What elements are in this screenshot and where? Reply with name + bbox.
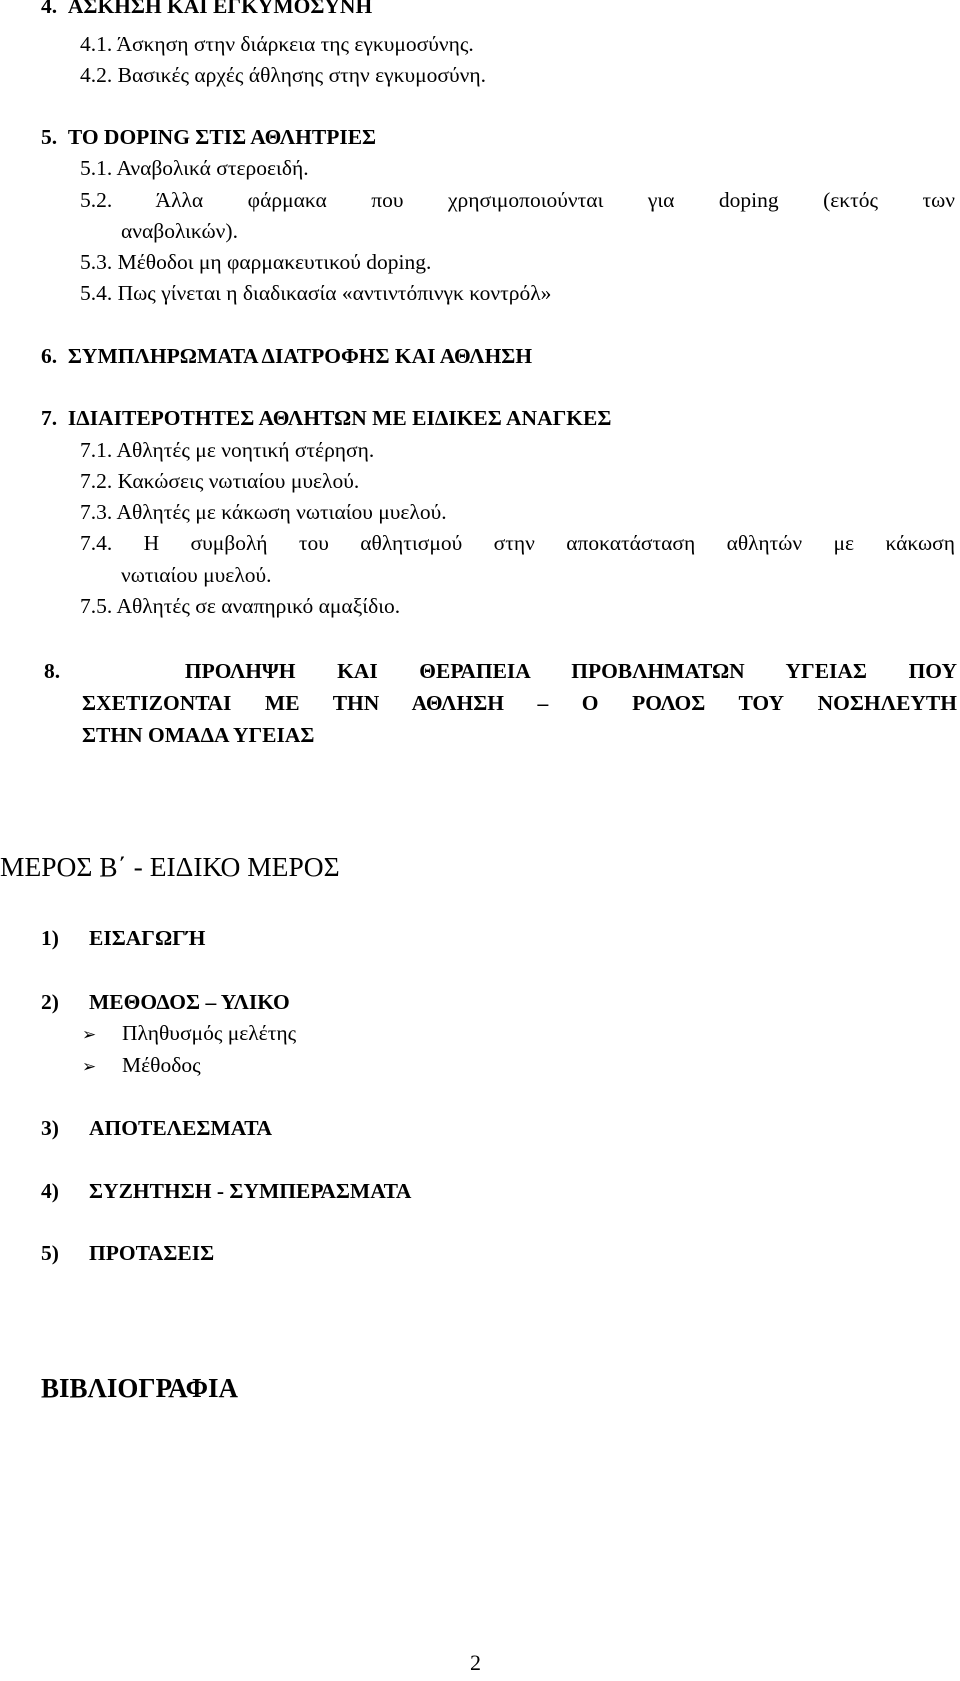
part-b-item-5-label: ΠΡΟΤΑΣΕΙΣ	[89, 1241, 215, 1265]
section-5-4: 5.4. Πως γίνεται η διαδικασία «αντιντόπινγκ κοντρόλ»	[80, 281, 552, 305]
part-b-item-5-number: 5)	[41, 1241, 59, 1265]
section-7-4-line2: νωτιαίου μυελού.	[121, 563, 272, 587]
section-5-2-line1: 5.2. Άλλα φάρμακα που χρησιμοποιούνται για doping (εκτός των	[80, 188, 955, 212]
part-b-item-3-label: ΑΠΟΤΕΛΕΣΜΑΤΑ	[89, 1116, 272, 1140]
page-number: 2	[470, 1650, 481, 1675]
section-8-line1-text: ΠΡΟΛΗΨΗ ΚΑΙ ΘΕΡΑΠΕΙΑ ΠΡΟΒΛΗΜΑΤΩΝ ΥΓΕΙΑΣ ΠΟΥ	[184, 659, 957, 683]
part-b-item-3	[41, 1116, 272, 1141]
section-8-heading	[44, 655, 957, 751]
part-b-item-2-number: 2)	[41, 990, 59, 1014]
section-7-heading: 7. ΙΔΙΑΙΤΕΡΟΤΗΤΕΣ ΑΘΛΗΤΩΝ ΜΕ ΕΙΔΙΚΕΣ ΑΝΑΓΚΕΣ	[41, 406, 612, 430]
section-5-3: 5.3. Μέθοδοι μη φαρμακευτικού doping.	[80, 250, 432, 274]
arrowhead-icon: ➢	[82, 1057, 97, 1077]
section-8-line3: ΣΤΗΝ ΟΜΑΔΑ ΥΓΕΙΑΣ	[82, 723, 315, 747]
part-b-item-1-label: ΕΙΣΑΓΩΓΉ	[89, 926, 206, 950]
part-b-item-2-label: ΜΕΘΟΔΟΣ – ΥΛΙΚΟ	[89, 990, 290, 1014]
section-5-2-line2: αναβολικών).	[121, 219, 238, 243]
part-b-bullet-1-text: Πληθυσμός μελέτης	[122, 1021, 297, 1045]
part-b-bullet-2-text: Μέθοδος	[122, 1053, 201, 1077]
section-5-heading: 5. TO DOPING ΣΤΙΣ ΑΘΛΗΤΡΙΕΣ	[41, 125, 377, 149]
section-7-2: 7.2. Κακώσεις νωτιαίου μυελού.	[80, 469, 360, 493]
part-b-item-5	[41, 1241, 214, 1266]
part-b-item-2	[41, 990, 290, 1015]
part-b-bullet-2	[82, 1053, 201, 1078]
part-b-title: ΜΕΡΟΣ Β΄ - ΕΙΔΙΚΟ ΜΕΡΟΣ	[0, 851, 340, 882]
section-7-1: 7.1. Αθλητές με νοητική στέρηση.	[80, 438, 375, 462]
part-b-item-3-number: 3)	[41, 1116, 59, 1140]
section-8-number: 8.	[44, 659, 61, 683]
bibliography-heading: ΒΙΒΛΙΟΓΡΑΦΙΑ	[41, 1373, 239, 1403]
section-4-heading: 4. ΑΣΚΗΣΗ ΚΑΙ ΕΓΚΥΜΟΣΥΝΗ	[41, 0, 373, 18]
part-b-item-1-number: 1)	[41, 926, 59, 950]
section-7-5: 7.5. Αθλητές σε αναπηρικό αμαξίδιο.	[80, 594, 401, 618]
section-4-1: 4.1. Άσκηση στην διάρκεια της εγκυμοσύνης.	[80, 32, 474, 56]
section-7-3: 7.3. Αθλητές με κάκωση νωτιαίου μυελού.	[80, 500, 447, 524]
section-8-line1	[44, 655, 957, 687]
part-b-bullet-1	[82, 1021, 296, 1046]
section-8-line2: ΣΧΕΤΙΖΟΝΤΑΙ ΜΕ ΤΗΝ ΑΘΛΗΣΗ – Ο ΡΟΛΟΣ ΤΟΥ ΝΟΣΗΛΕΥΤΗ	[82, 691, 957, 715]
arrowhead-icon: ➢	[82, 1025, 97, 1045]
section-6-heading: 6. ΣΥΜΠΛΗΡΩΜΑΤΑ ΔΙΑΤΡΟΦΗΣ ΚΑΙ ΑΘΛΗΣΗ	[41, 344, 533, 368]
part-b-item-4-number: 4)	[41, 1179, 59, 1203]
section-5-1: 5.1. Αναβολικά στεροειδή.	[80, 156, 309, 180]
part-b-item-4-label: ΣΥΖΗΤΗΣΗ - ΣΥΜΠΕΡΑΣΜΑΤΑ	[89, 1179, 412, 1203]
part-b-item-4	[41, 1179, 411, 1204]
section-7-4-line1: 7.4. Η συμβολή του αθλητισμού στην αποκατάσταση αθλητών με κάκωση	[80, 531, 955, 555]
section-4-2: 4.2. Βασικές αρχές άθλησης στην εγκυμοσύνη.	[80, 63, 487, 87]
part-b-item-1	[41, 926, 205, 951]
